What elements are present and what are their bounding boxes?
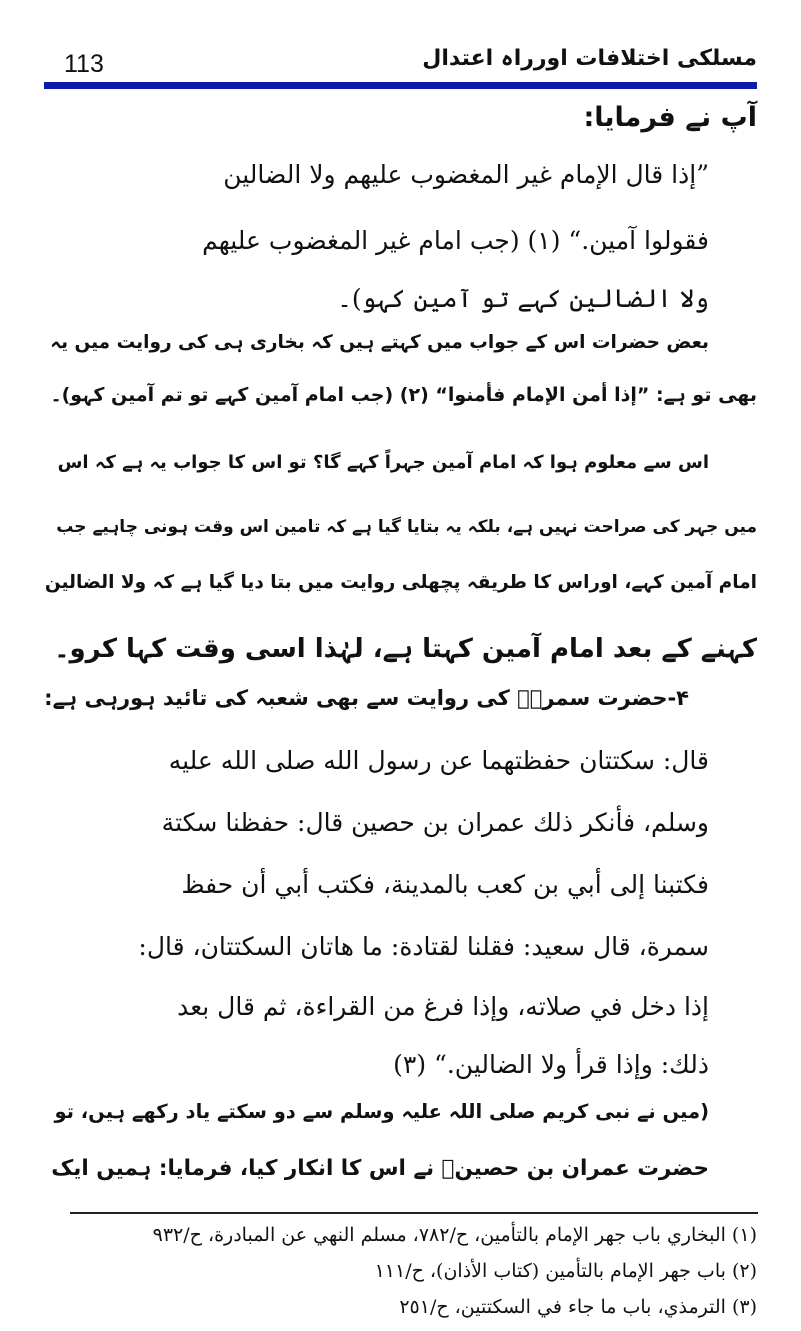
text-line: ۴-حضرت سمرہؓ کی روایت سے بھی شعبہ کی تائید ہورہی ہے: xyxy=(44,686,689,710)
page-number: 113 xyxy=(64,50,104,78)
arabic-quote-line: إذا دخل في صلاته، وإذا فرغ من القراءة، ثم قال بعد xyxy=(177,992,709,1021)
arabic-quote-line: وسلم، فأنكر ذلك عمران بن حصين قال: حفظنا سكتة xyxy=(161,808,709,837)
text-line: کہنے کے بعد امام آمین کہتا ہے، لہٰذا اسی وقت کہا کرو۔ xyxy=(54,634,757,664)
footnote: (١) البخاري باب جهر الإمام بالتأمين، ح/٧٨٢، مسلم النهي عن المبادرة، ح/٩٣٢ xyxy=(152,1224,757,1246)
footnote: (٣) الترمذي، باب ما جاء في السكتتين، ح/٢٥١ xyxy=(399,1296,757,1318)
footnote-rule xyxy=(70,1212,758,1214)
text-line: امام آمین کہے، اوراس کا طریقہ پچھلی روایت میں بتا دیا گیا ہے کہ ولا الضالین xyxy=(44,572,757,593)
arabic-quote-line: قال: سكتتان حفظتهما عن رسول الله صلى الله عليه xyxy=(168,746,709,775)
header-rule xyxy=(44,82,757,89)
arabic-quote-line: فقولوا آمين.“ (١) (جب امام غير المغضوب عليهم xyxy=(202,226,709,255)
text-line: آپ نے فرمایا: xyxy=(583,102,757,133)
text-line: میں جہر کی صراحت نہیں ہے، بلکہ یہ بتایا گیا ہے کہ تامین اس وقت ہونی چاہیے جب xyxy=(56,517,757,537)
arabic-quote-line: فكتبنا إلى أبي بن كعب بالمدينة، فكتب أبي أن حفظ xyxy=(181,870,709,899)
text-line: اس سے معلوم ہوا کہ امام آمین جہراً کہے گا؟ تو اس کا جواب یہ ہے کہ اس xyxy=(57,452,709,473)
text-line: بعض حضرات اس کے جواب میں کہتے ہیں کہ بخاری ہی کی روایت میں یہ xyxy=(50,332,709,353)
arabic-quote-line: ذلك: وإذا قرأ ولا الضالين.“ (٣) xyxy=(393,1050,709,1079)
text-line: (میں نے نبی کریم صلی اللہ علیہ وسلم سے دو سکتے یاد رکھے ہیں، تو xyxy=(54,1100,709,1123)
running-title: مسلکی اختلافات اورراہ اعتدال xyxy=(422,46,757,71)
arabic-quote-line: سمرة، قال سعيد: فقلنا لقتادة: ما هاتان السكتتان، قال: xyxy=(138,932,709,961)
arabic-quote-line: ولا الضالين کہے تو آمین کہو)۔ xyxy=(337,284,709,313)
text-line: بھی تو ہے: ”إذا أمن الإمام فأمنوا“ (٢) (جب امام آمین کہے تو تم آمین کہو)۔ xyxy=(50,384,757,406)
footnote: (٢) باب جهر الإمام بالتأمين (كتاب الأذان)، ح/١١١ xyxy=(374,1260,757,1282)
arabic-quote-line: ”إذا قال الإمام غير المغضوب عليهم ولا الضالين xyxy=(223,160,709,189)
text-line: حضرت عمران بن حصینؓ نے اس کا انکار کیا، فرمایا: ہمیں ایک xyxy=(51,1156,709,1181)
